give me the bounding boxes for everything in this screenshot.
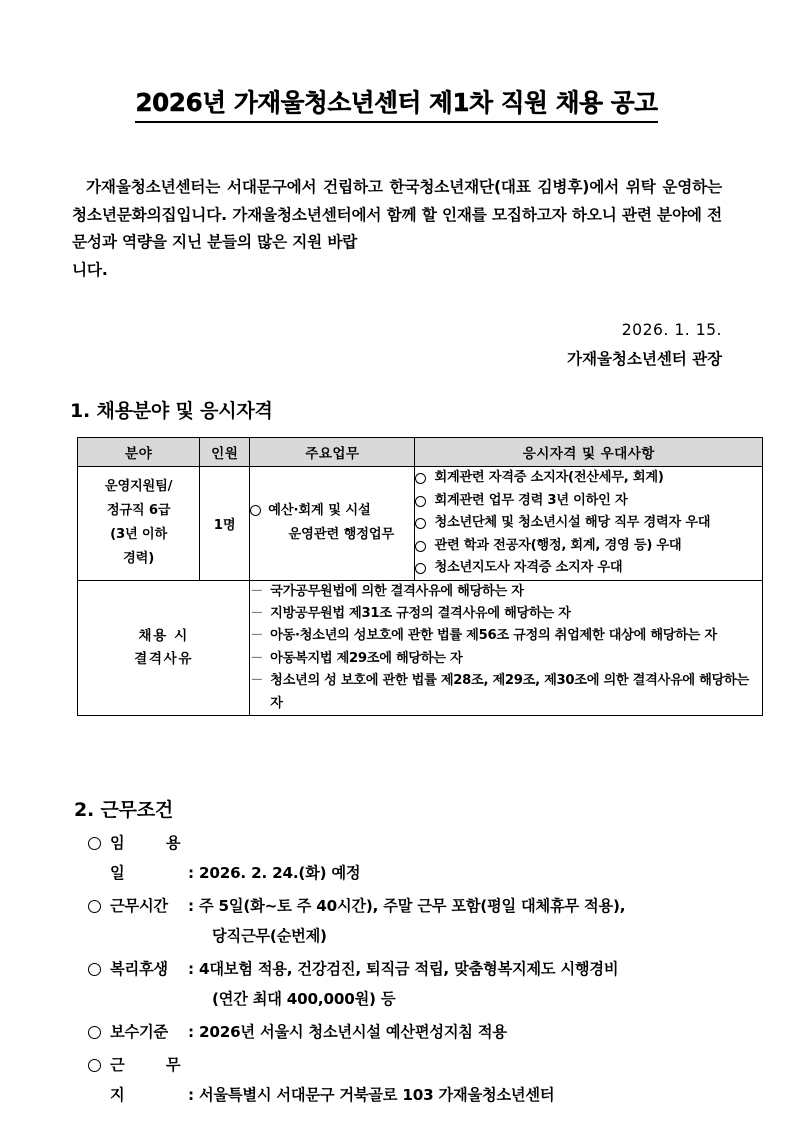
cell-headcount: 1명 — [200, 467, 250, 581]
qualification-text: 관련 학과 전공자(행정, 회계, 경영 등) 우대 — [434, 537, 682, 553]
circle-bullet-icon — [415, 496, 426, 507]
disqualification-text: 아동·청소년의 성보호에 관한 법률 제56조 규정의 취업제한 대상에 해당하는 자 — [270, 628, 717, 644]
cell-disqualification-body — [250, 580, 763, 715]
condition-label: 근무시간 — [110, 897, 168, 915]
disqualification-item — [250, 625, 762, 647]
recruitment-table-wrapper — [77, 437, 763, 716]
recruitment-table — [77, 437, 763, 716]
qualification-item — [415, 512, 762, 535]
disqualification-item — [250, 581, 762, 603]
circle-bullet-icon — [88, 963, 101, 976]
qualification-item — [415, 535, 762, 558]
qualification-text: 회계관련 자격증 소지자(전산세무, 회계) — [434, 470, 664, 485]
field-line-4: 경력) — [123, 551, 155, 567]
disqualification-item — [250, 603, 762, 625]
circle-bullet-icon — [88, 1026, 101, 1039]
field-line-1: 운영지원팀/ — [104, 479, 173, 495]
qualification-text: 청소년지도사 자격증 소지자 우대 — [434, 560, 623, 575]
condition-body — [110, 891, 748, 951]
dash-bullet-icon: － — [250, 583, 264, 599]
qualification-item — [415, 557, 762, 580]
disqualification-text: 청소년의 성 보호에 관한 법률 제28조, 제29조, 제30조에 의한 결격사유에 해당하는 자 — [270, 673, 749, 711]
issuer-name: 가재울청소년센터 관장 — [567, 350, 722, 368]
working-conditions-list — [88, 828, 748, 1113]
duty-item — [250, 499, 414, 547]
field-line-2: 정규직 6급 — [106, 503, 171, 519]
cell-field — [78, 467, 200, 581]
condition-body — [110, 828, 748, 888]
dash-bullet-icon: － — [250, 605, 264, 621]
disqualification-label-line-1: 채용 시 — [138, 627, 189, 644]
condition-label: 근 무 지 — [110, 1056, 188, 1104]
table-header-count: 인원 — [200, 438, 250, 467]
circle-bullet-icon — [415, 473, 426, 484]
condition-continuation: 당직근무(순번제) — [212, 927, 327, 945]
qualification-text: 청소년단체 및 청소년시설 해당 직무 경력자 우대 — [434, 515, 711, 530]
table-row — [78, 467, 763, 581]
disqualification-text: 지방공무원법 제31조 규정의 결격사유에 해당하는 자 — [270, 605, 571, 621]
condition-label: 복리후생 — [110, 960, 168, 978]
condition-value: : 4대보험 적용, 건강검진, 퇴직금 적립, 맞춤형복지제도 시행경비 — [188, 960, 619, 978]
list-item — [88, 1050, 748, 1110]
circle-bullet-icon — [415, 563, 426, 574]
condition-value: : 2026. 2. 24.(화) 예정 — [188, 864, 361, 882]
page-title — [0, 84, 793, 123]
table-header-row — [78, 438, 763, 467]
intro-paragraph — [72, 174, 722, 284]
dash-bullet-icon: － — [250, 650, 264, 666]
condition-value: : 2026년 서울시 청소년시설 예산편성지침 적용 — [188, 1023, 507, 1041]
disqualification-item — [250, 670, 762, 715]
circle-bullet-icon — [88, 837, 101, 850]
disqualification-text: 국가공무원법에 의한 결격사유에 해당하는 자 — [270, 583, 524, 599]
table-header-duty: 주요업무 — [250, 438, 415, 467]
duty-text — [268, 499, 414, 547]
disqualification-item — [250, 648, 762, 670]
intro-paragraph-text: 가재울청소년센터는 서대문구에서 건립하고 한국청소년재단(대표 김병후)에서 위탁 운영하는 청소년문화의집입니다. 가재울청소년센터에서 함께 할 인재를 모집하고자 하오니 관련 분야에 전문성과 역량을 지닌 분들의 많은 지원 바랍 — [72, 178, 722, 251]
disqualification-label-line-2: 결격사유 — [134, 650, 194, 667]
qualification-item — [415, 467, 762, 490]
qualification-text: 회계관련 업무 경력 3년 이하인 자 — [434, 492, 628, 508]
signature-block — [0, 316, 722, 374]
condition-value: : 서울특별시 서대문구 거북골로 103 가재울청소년센터 — [188, 1086, 555, 1104]
list-item — [88, 828, 748, 888]
circle-bullet-icon — [415, 518, 426, 529]
condition-value: : 주 5일(화~토 주 40시간), 주말 근무 포함(평일 대체휴무 적용), — [188, 897, 626, 915]
condition-body — [110, 1050, 748, 1110]
circle-bullet-icon — [250, 505, 261, 516]
list-item — [88, 1017, 748, 1047]
issue-date: 2026. 1. 15. — [621, 321, 722, 339]
page-title-text: 2026년 가재울청소년센터 제1차 직원 채용 공고 — [135, 84, 657, 123]
circle-bullet-icon — [415, 541, 426, 552]
condition-continuation: (연간 최대 400,000원) 등 — [212, 990, 396, 1008]
cell-duty — [250, 467, 415, 581]
section-1-heading: 1. 채용분야 및 응시자격 — [70, 400, 273, 422]
circle-bullet-icon — [88, 1059, 101, 1072]
dash-bullet-icon: － — [250, 673, 264, 689]
intro-paragraph-last-line: 니다. — [72, 260, 108, 279]
condition-body — [110, 1017, 748, 1047]
list-item — [88, 954, 748, 1014]
section-2-heading: 2. 근무조건 — [74, 799, 174, 821]
table-header-field: 분야 — [78, 438, 200, 467]
qualification-item — [415, 490, 762, 513]
list-item — [88, 891, 748, 951]
condition-label: 보수기준 — [110, 1023, 168, 1041]
table-header-qualification: 응시자격 및 우대사항 — [415, 438, 763, 467]
cell-qualifications — [415, 467, 763, 581]
condition-label: 임 용 일 — [110, 834, 188, 882]
cell-disqualification-label — [78, 580, 250, 715]
condition-body — [110, 954, 748, 1014]
duty-line-1: 예산·회계 및 시설 — [268, 503, 371, 519]
field-line-3: (3년 이하 — [110, 527, 167, 543]
circle-bullet-icon — [88, 900, 101, 913]
disqualification-text: 아동복지법 제29조에 해당하는 자 — [270, 650, 463, 666]
dash-bullet-icon: － — [250, 628, 264, 644]
duty-line-2: 운영관련 행정업무 — [288, 527, 395, 543]
table-row — [78, 580, 763, 715]
